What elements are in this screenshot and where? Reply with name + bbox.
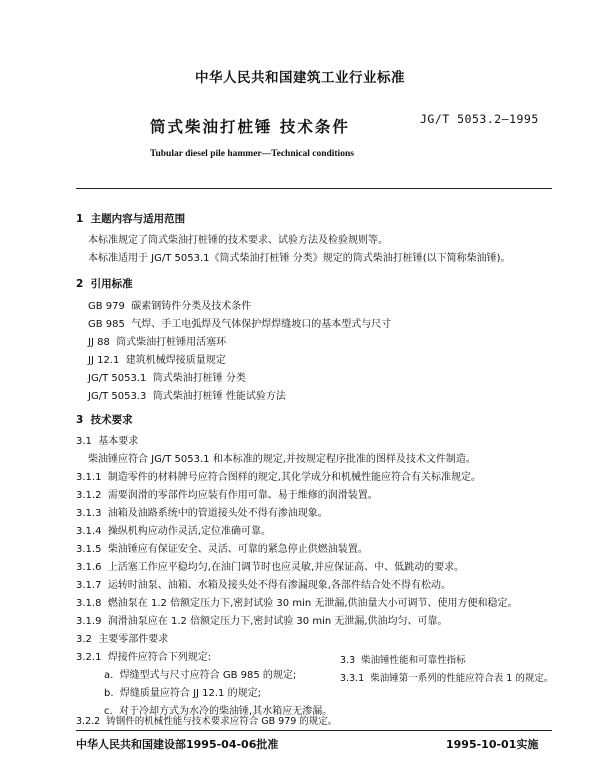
- clause-number: 3.1.1: [76, 472, 102, 483]
- footer-divider: [76, 730, 552, 731]
- reference-code: JG/T 5053.1: [88, 373, 147, 384]
- section-number: 3: [76, 414, 84, 426]
- reference-title: 筒式柴油打桩锤 性能试验方法: [152, 391, 286, 402]
- clause-title: 主要零部件要求: [98, 634, 169, 645]
- reference-title: 建筑机械焊接质量规定: [125, 355, 226, 366]
- reference-title: 筒式柴油打桩锤 分类: [152, 373, 246, 384]
- sub-item-label: a.: [104, 670, 114, 681]
- reference-title: 筒式柴油打桩锤用活塞环: [116, 337, 227, 348]
- clause-text: 润滑油泵应在 1.2 倍额定压力下,密封试验 30 min 无泄漏,供油均匀、可靠。: [107, 616, 448, 627]
- impl-word: 实施: [516, 738, 539, 751]
- clause-text: 铸钢件的机械性能与技术要求应符合 GB 979 的规定。: [106, 716, 338, 727]
- reference-code: JJ 88: [88, 337, 110, 348]
- clause-item: [76, 576, 451, 591]
- clause-number: 3.1.7: [76, 580, 102, 591]
- sub-item-label: b.: [104, 688, 114, 699]
- section-2-heading: [76, 276, 133, 291]
- clause-item: [76, 540, 368, 555]
- section-title: 引用标准: [90, 278, 133, 290]
- clause-text: 油箱及油路系统中的管道接头处不得有渗油现象。: [107, 508, 328, 519]
- sub-item-label: c.: [104, 706, 113, 717]
- section-title: 主题内容与适用范围: [90, 213, 186, 225]
- section-number: 2: [76, 278, 84, 290]
- reference-title: 碳素钢铸件分类及技术条件: [131, 301, 252, 312]
- sub-item: [104, 684, 261, 699]
- paragraph: 本标准规定了筒式柴油打桩锤的技术要求、试验方法及检验规则等。: [88, 235, 388, 246]
- sub-item-text: 焊缝型式与尺寸应符合 GB 985 的规定;: [119, 670, 297, 681]
- approve-date: 1995-04-06: [186, 738, 257, 751]
- subsection-3-1-heading: [76, 432, 138, 447]
- clause-number: 3.3: [340, 655, 356, 666]
- subsection-3-3-heading: [340, 652, 466, 666]
- clause-item: [76, 648, 211, 663]
- paragraph: 本标准适用于 JG/T 5053.1《筒式柴油打桩锤 分类》规定的筒式柴油打桩锤(以下简称柴油锤)。: [88, 253, 511, 264]
- clause-text: 柴油锤应有保证安全、灵活、可靠的紧急停止供燃油装置。: [107, 544, 368, 555]
- sub-item-text: 焊缝质量应符合 JJ 12.1 的规定;: [119, 688, 261, 699]
- clause-item: [76, 558, 464, 573]
- document-title-en: Tubular diesel pile hammer—Technical conditions: [150, 149, 354, 159]
- footer-approval: [76, 736, 278, 752]
- reference-item: [88, 369, 246, 384]
- clause-text: 柴油锤第一系列的性能应符合表 1 的规定。: [370, 673, 554, 684]
- paragraph: 柴油锤应符合 JG/T 5053.1 和本标准的规定,并按规定程序批准的图样及技术文件制造。: [88, 454, 476, 465]
- clause-item: [76, 468, 481, 483]
- clause-number: 3.1.2: [76, 490, 102, 501]
- document-title-cn: 筒式柴油打桩锤 技术条件: [150, 118, 350, 136]
- reference-code: JJ 12.1: [88, 355, 120, 366]
- clause-item: [76, 504, 328, 519]
- approve-word: 批准: [256, 738, 279, 751]
- clause-number: 3.1: [76, 436, 92, 447]
- sub-item-text: 对于冷却方式为水冷的柴油锤,其水箱应无渗漏。: [119, 706, 333, 717]
- section-3-heading: [76, 412, 133, 427]
- clause-text: 运转时油泵、油箱、水箱及接头处不得有渗漏现象,各部件结合处不得有松动。: [107, 580, 451, 591]
- clause-number: 3.2.2: [76, 716, 101, 727]
- clause-number: 3.3.1: [340, 673, 365, 684]
- clause-text: 操纵机构应动作灵活,定位准确可靠。: [107, 526, 271, 537]
- clause-text: 焊接件应符合下列规定:: [107, 652, 212, 663]
- reference-code: JG/T 5053.3: [88, 391, 147, 402]
- clause-text: 需要润滑的零部件均应装有作用可靠、易于维修的润滑装置。: [107, 490, 378, 501]
- reference-code: GB 985: [88, 319, 125, 330]
- clause-text: 制造零件的材料牌号应符合图样的规定,其化学成分和机械性能应符合有关标准规定。: [107, 472, 481, 483]
- clause-item: [76, 486, 378, 501]
- clause-number: 3.1.9: [76, 616, 102, 627]
- clause-number: 3.1.4: [76, 526, 102, 537]
- clause-item: [76, 612, 448, 627]
- clause-text: 上活塞工作应平稳均匀,在油门调节时也应灵敏,并应保证高、中、低跳动的要求。: [107, 562, 465, 573]
- clause-item: [76, 522, 271, 537]
- clause-item-3-2-2: [76, 713, 337, 727]
- clause-number: 3.2: [76, 634, 92, 645]
- clause-title: 柴油锤性能和可靠性指标: [361, 655, 466, 666]
- reference-item: [88, 351, 226, 366]
- clause-text: 燃油泵在 1.2 倍额定压力下,密封试验 30 min 无泄漏,供油量大小可调节、使用方便和稳定。: [107, 598, 518, 609]
- subsection-3-2-heading: [76, 630, 168, 645]
- section-1-heading: [76, 211, 185, 226]
- section-number: 1: [76, 213, 84, 225]
- reference-item: [88, 297, 251, 312]
- reference-item: [88, 315, 391, 330]
- clause-number: 3.1.3: [76, 508, 102, 519]
- industry-standard-header: 中华人民共和国建筑工业行业标准: [195, 70, 405, 86]
- reference-item: [88, 387, 286, 402]
- footer-implementation: [446, 736, 538, 752]
- clause-number: 3.2.1: [76, 652, 102, 663]
- issuer: 中华人民共和国建设部: [76, 738, 186, 751]
- clause-item: [76, 594, 518, 609]
- clause-number: 3.1.8: [76, 598, 102, 609]
- reference-item: [88, 333, 226, 348]
- standard-number: JG/T 5053.2—1995: [420, 112, 539, 126]
- clause-title: 基本要求: [98, 436, 139, 447]
- clause-number: 3.1.6: [76, 562, 102, 573]
- section-title: 技术要求: [90, 414, 133, 426]
- reference-code: GB 979: [88, 301, 125, 312]
- sub-item: [104, 666, 296, 681]
- clause-item-3-3-1: [340, 670, 553, 684]
- impl-date: 1995-10-01: [446, 738, 517, 751]
- reference-title: 气焊、手工电弧焊及气体保护焊焊缝坡口的基本型式与尺寸: [131, 319, 392, 330]
- header-divider: [76, 188, 552, 189]
- clause-number: 3.1.5: [76, 544, 102, 555]
